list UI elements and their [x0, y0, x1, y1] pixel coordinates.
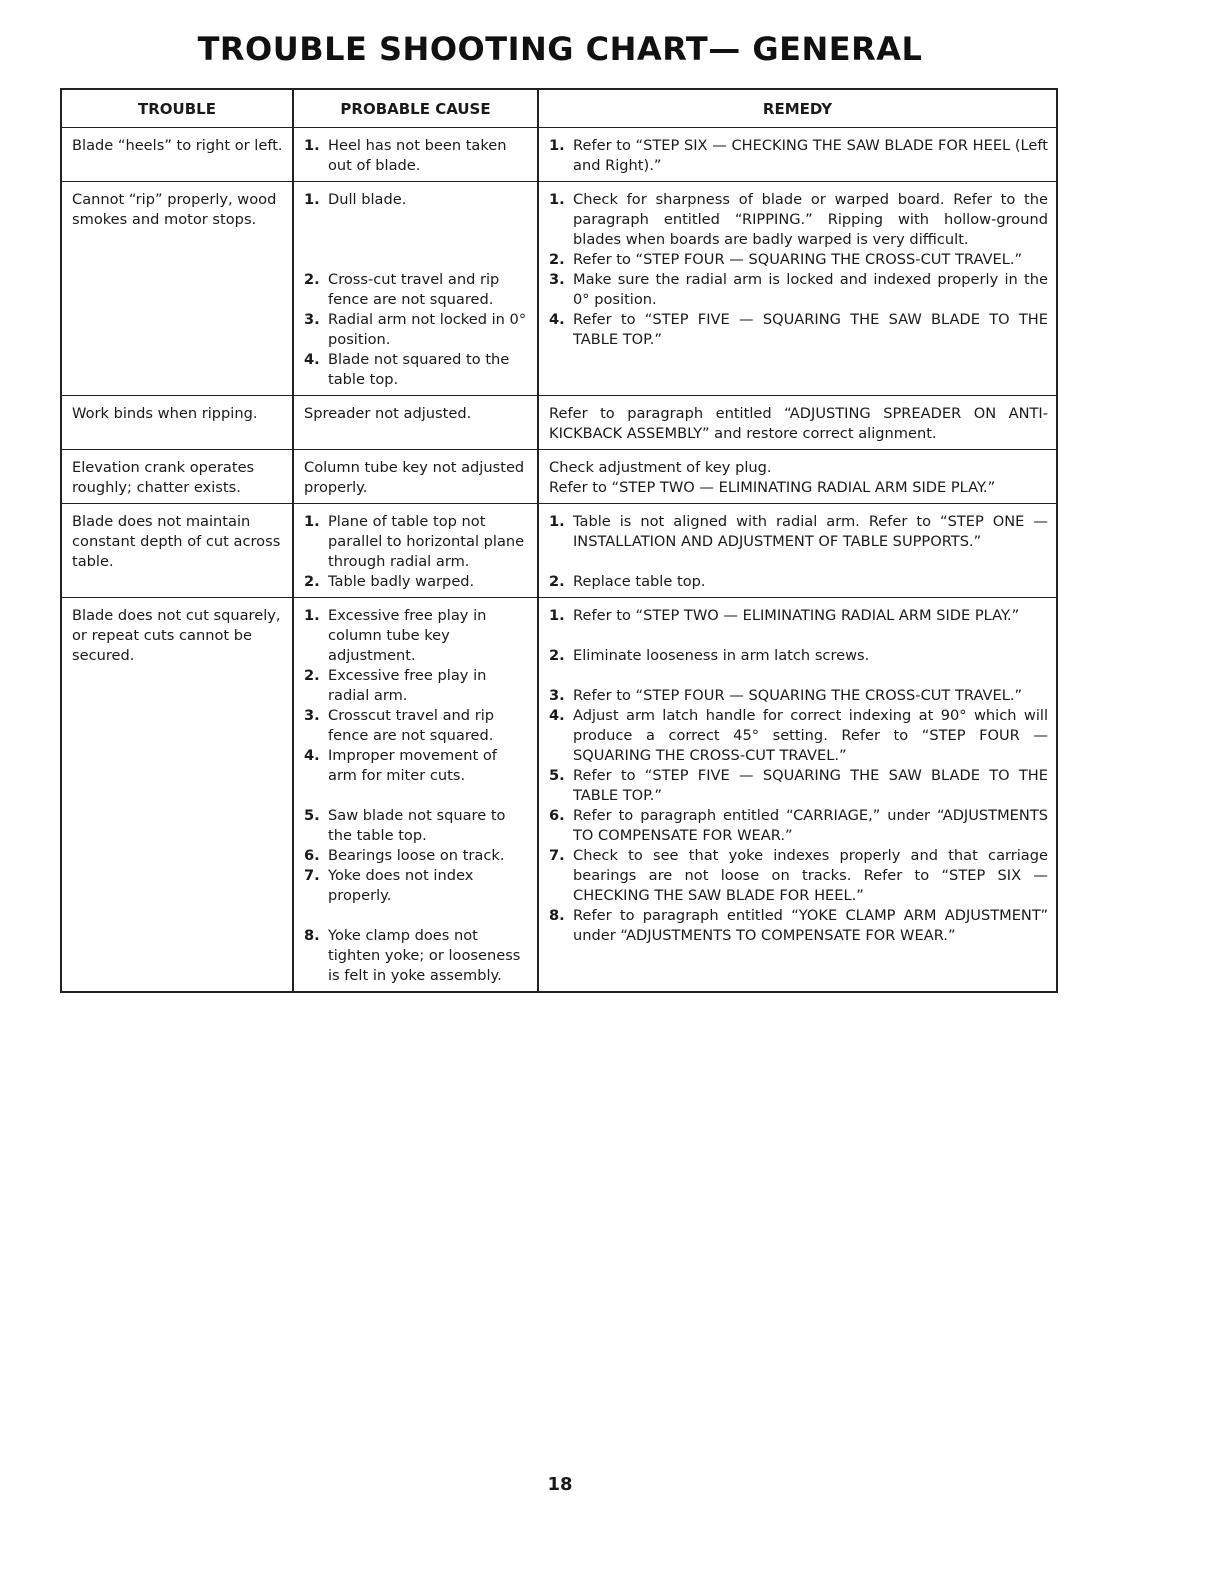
trouble-cell: Blade does not cut squarely, or repeat cuts cannot be secured. [61, 598, 293, 993]
table-row [61, 128, 1057, 182]
table-header-row [61, 89, 1057, 128]
remedy-item: 1. Refer to “STEP SIX — CHECKING THE SAW BLADE FOR HEEL (Left and Right).” [549, 137, 1048, 174]
remedy-item: 6. Refer to paragraph entitled “CARRIAGE,” under “ADJUSTMENTS TO COMPENSATE FOR WEAR.” [549, 807, 1048, 844]
remedy-item: 1. Table is not aligned with radial arm. Refer to “STEP ONE — INSTALLATION AND ADJUSTMENT OF TABLE SUPPORTS.” [549, 513, 1048, 550]
remedy-line: Check adjustment of key plug. [549, 459, 772, 476]
remedy-item: 4. Adjust arm latch handle for correct indexing at 90° which will produce a correct 45° setting. Refer to “STEP FOUR — SQUARING THE CROSS-CUT TRAVEL.” [549, 707, 1048, 764]
remedy-cell [538, 504, 1057, 598]
cause-item: 5. Saw blade not square to the table top. [304, 807, 506, 844]
cause-item: 7. Yoke does not index properly. [304, 867, 474, 904]
page-number: 18 [547, 1474, 573, 1495]
remedy-cell [538, 450, 1057, 504]
remedy-item: 4. Refer to “STEP FIVE — SQUARING THE SAW BLADE TO THE TABLE TOP.” [549, 311, 1048, 348]
cause-item: 2. Table badly warped. [304, 573, 475, 590]
header-remedy: REMEDY [538, 89, 1057, 128]
cause-cell: Spreader not adjusted. [293, 396, 538, 450]
trouble-cell: Elevation crank operates roughly; chatter exists. [61, 450, 293, 504]
remedy-cell [538, 598, 1057, 993]
remedy-line: Refer to “STEP TWO — ELIMINATING RADIAL ARM SIDE PLAY.” [549, 479, 996, 496]
cause-cell [293, 598, 538, 993]
cause-item: 2. Excessive free play in radial arm. [304, 667, 487, 704]
cause-cell [293, 504, 538, 598]
header-trouble: TROUBLE [61, 89, 293, 128]
table-row [61, 504, 1057, 598]
remedy-cell [538, 128, 1057, 182]
cause-item: 1. Plane of table top not parallel to horizontal plane through radial arm. [304, 513, 525, 570]
remedy-cell [538, 182, 1057, 396]
remedy-item: 8. Refer to paragraph entitled “YOKE CLAMP ARM ADJUSTMENT” under “ADJUSTMENTS TO COMPENSATE FOR WEAR.” [549, 907, 1048, 944]
remedy-item: 1. Check for sharpness of blade or warped board. Refer to the paragraph entitled “RIPPING.” Ripping with hollow-ground blades when boards are badly warped is very difficult. [549, 191, 1048, 248]
table-row [61, 182, 1057, 396]
cause-cell [293, 128, 538, 182]
cause-item: 1. Dull blade. [304, 191, 407, 208]
cause-item: 4. Blade not squared to the table top. [304, 351, 510, 388]
header-probable-cause: PROBABLE CAUSE [293, 89, 538, 128]
cause-cell [293, 182, 538, 396]
cause-item: 2. Cross-cut travel and rip fence are not squared. [304, 271, 500, 308]
page-title: TROUBLE SHOOTING CHART— GENERAL [197, 30, 923, 68]
remedy-cell [538, 396, 1057, 450]
trouble-shooting-table [60, 88, 1058, 993]
remedy-item: 2. Eliminate looseness in arm latch screws. [549, 647, 870, 664]
cause-item: 3. Crosscut travel and rip fence are not squared. [304, 707, 495, 744]
trouble-cell: Cannot “rip” properly, wood smokes and motor stops. [61, 182, 293, 396]
remedy-item: Refer to paragraph entitled “ADJUSTING SPREADER ON ANTI-KICKBACK ASSEMBLY” and restore correct alignment. [549, 405, 1048, 442]
remedy-item: 2. Refer to “STEP FOUR — SQUARING THE CROSS-CUT TRAVEL.” [549, 251, 1023, 268]
table-row [61, 396, 1057, 450]
remedy-item: 3. Make sure the radial arm is locked and indexed properly in the 0° position. [549, 271, 1048, 308]
cause-item: 6. Bearings loose on track. [304, 847, 505, 864]
cause-item: 4. Improper movement of arm for miter cuts. [304, 747, 497, 784]
remedy-item: 7. Check to see that yoke indexes properly and that carriage bearings are not loose on tracks. Refer to “STEP SIX — CHECKING THE SAW BLADE FOR HEEL.” [549, 847, 1048, 904]
cause-item: 8. Yoke clamp does not tighten yoke; or looseness is felt in yoke assembly. [304, 927, 521, 984]
remedy-item: 3. Refer to “STEP FOUR — SQUARING THE CROSS-CUT TRAVEL.” [549, 687, 1023, 704]
table-row [61, 598, 1057, 993]
trouble-cell: Work binds when ripping. [61, 396, 293, 450]
cause-item: 1. Heel has not been taken out of blade. [304, 137, 507, 174]
table-row [61, 450, 1057, 504]
remedy-item: 2. Replace table top. [549, 573, 706, 590]
remedy-item: 5. Refer to “STEP FIVE — SQUARING THE SAW BLADE TO THE TABLE TOP.” [549, 767, 1048, 804]
trouble-cell: Blade does not maintain constant depth of cut across table. [61, 504, 293, 598]
remedy-item: 1. Refer to “STEP TWO — ELIMINATING RADIAL ARM SIDE PLAY.” [549, 607, 1020, 624]
trouble-cell: Blade “heels” to right or left. [61, 128, 293, 182]
cause-item: 3. Radial arm not locked in 0° position. [304, 311, 527, 348]
cause-cell: Column tube key not adjusted properly. [293, 450, 538, 504]
cause-item: 1. Excessive free play in column tube key adjustment. [304, 607, 487, 664]
